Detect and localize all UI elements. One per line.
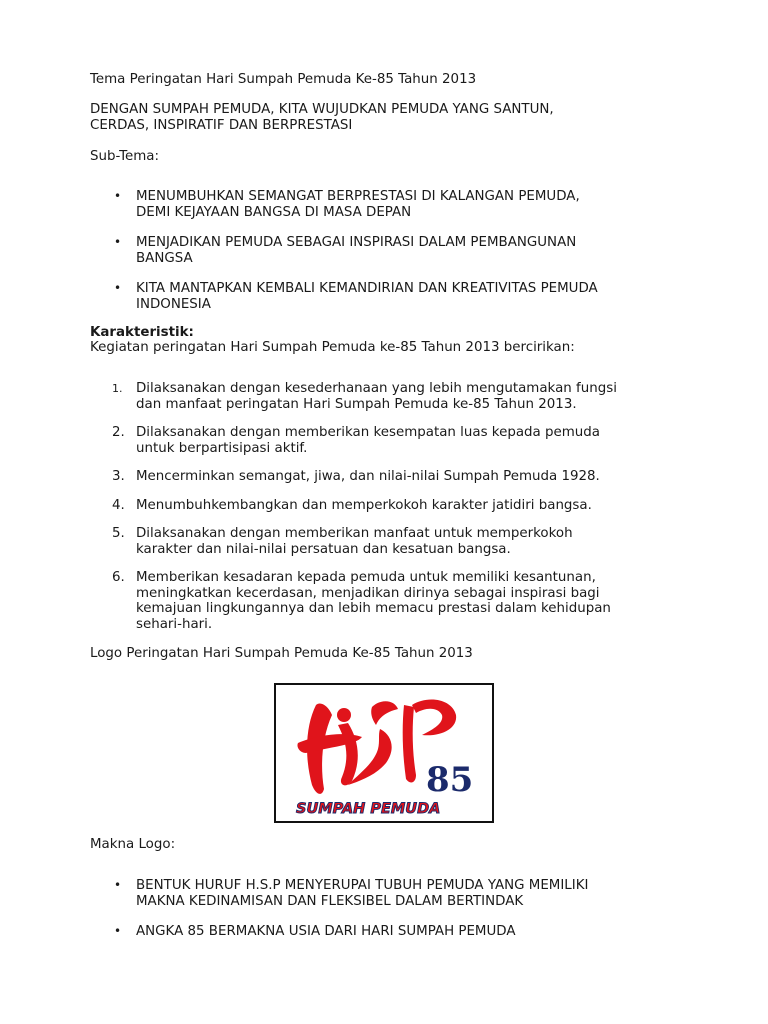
bullet-marker: • [114, 189, 122, 203]
subtheme-list [90, 189, 690, 327]
karakteristik-intro: Kegiatan peringatan Hari Sumpah Pemuda ke-85 Tahun 2013 bercirikan: [90, 340, 575, 355]
item-number: 5. [112, 526, 125, 541]
item-number: 3. [112, 469, 125, 484]
list-item: • BENTUK HURUF H.S.P MENYERUPAI TUBUH PEMUDA YANG MEMILIKI MAKNA KEDINAMISAN DAN FLEKSIBEL DALAM BERTINDAK [114, 878, 589, 909]
list-item: 6. Memberikan kesadaran kepada pemuda untuk memiliki kesantunan, meningkatkan kecerdasan, menjadikan dirinya sebagai inspirasi bagi kemajuan lingkungannya dan lebih memacu prestasi dalam kehidupan sehari-hari. [112, 570, 611, 632]
logo-banner: SUMPAH PEMUDA [296, 801, 441, 817]
theme-text [90, 102, 690, 133]
figure-s-top [371, 701, 398, 725]
makna-heading: Makna Logo: [90, 837, 176, 852]
karakteristik-heading: Karakteristik: [90, 325, 194, 340]
logo-graphic [276, 685, 492, 821]
theme-line: CERDAS, INSPIRATIF DAN BERPRESTASI [90, 117, 353, 133]
theme-line: DENGAN SUMPAH PEMUDA, KITA WUJUDKAN PEMUDA YANG SANTUN, [90, 102, 554, 117]
item-number: 6. [112, 570, 125, 585]
list-item: • ANGKA 85 BERMAKNA USIA DARI HARI SUMPAH PEMUDA [114, 924, 516, 939]
makna-list [90, 878, 690, 955]
list-item: 5. Dilaksanakan dengan memberikan manfaat untuk memperkokoh karakter dan nilai-nilai persatuan dan kesatuan bangsa. [112, 526, 573, 557]
item-number: 2. [112, 425, 125, 440]
figure-p-stem [403, 705, 416, 782]
hsp-85-logo [274, 683, 494, 823]
figure-p-bowl [412, 700, 456, 736]
karakteristik-list [90, 381, 690, 645]
subtheme-heading: Sub-Tema: [90, 149, 159, 164]
list-item: • MENUMBUHKAN SEMANGAT BERPRESTASI DI KALANGAN PEMUDA, DEMI KEJAYAAN BANGSA DI MASA DEPAN [114, 189, 580, 220]
figure-h-right [338, 723, 358, 785]
list-item: 3. Mencerminkan semangat, jiwa, dan nilai-nilai Sumpah Pemuda 1928. [112, 469, 600, 484]
item-number: 1. [112, 382, 123, 395]
bullet-marker: • [114, 878, 122, 892]
bullet-marker: • [114, 281, 122, 295]
list-item: • MENJADIKAN PEMUDA SEBAGAI INSPIRASI DALAM PEMBANGUNAN BANGSA [114, 235, 577, 266]
bullet-marker: • [114, 924, 122, 938]
bullet-marker: • [114, 235, 122, 249]
figure-head [337, 708, 351, 722]
list-item: • KITA MANTAPKAN KEMBALI KEMANDIRIAN DAN KREATIVITAS PEMUDA INDONESIA [114, 281, 598, 312]
item-number: 4. [112, 497, 125, 513]
list-item: 2. Dilaksanakan dengan memberikan kesempatan luas kepada pemuda untuk berpartisipasi aktif. [112, 425, 600, 456]
logo-number: 85 [426, 760, 474, 800]
list-item: 1. Dilaksanakan dengan kesederhanaan yang lebih mengutamakan fungsi dan manfaat peringatan Hari Sumpah Pemuda ke-85 Tahun 2013. [112, 381, 617, 412]
list-item: 4. Menumbuhkembangkan dan memperkokoh karakter jatidiri bangsa. [112, 497, 592, 513]
page-title: Tema Peringatan Hari Sumpah Pemuda Ke-85 Tahun 2013 [90, 72, 477, 87]
logo-heading: Logo Peringatan Hari Sumpah Pemuda Ke-85 Tahun 2013 [90, 646, 473, 661]
